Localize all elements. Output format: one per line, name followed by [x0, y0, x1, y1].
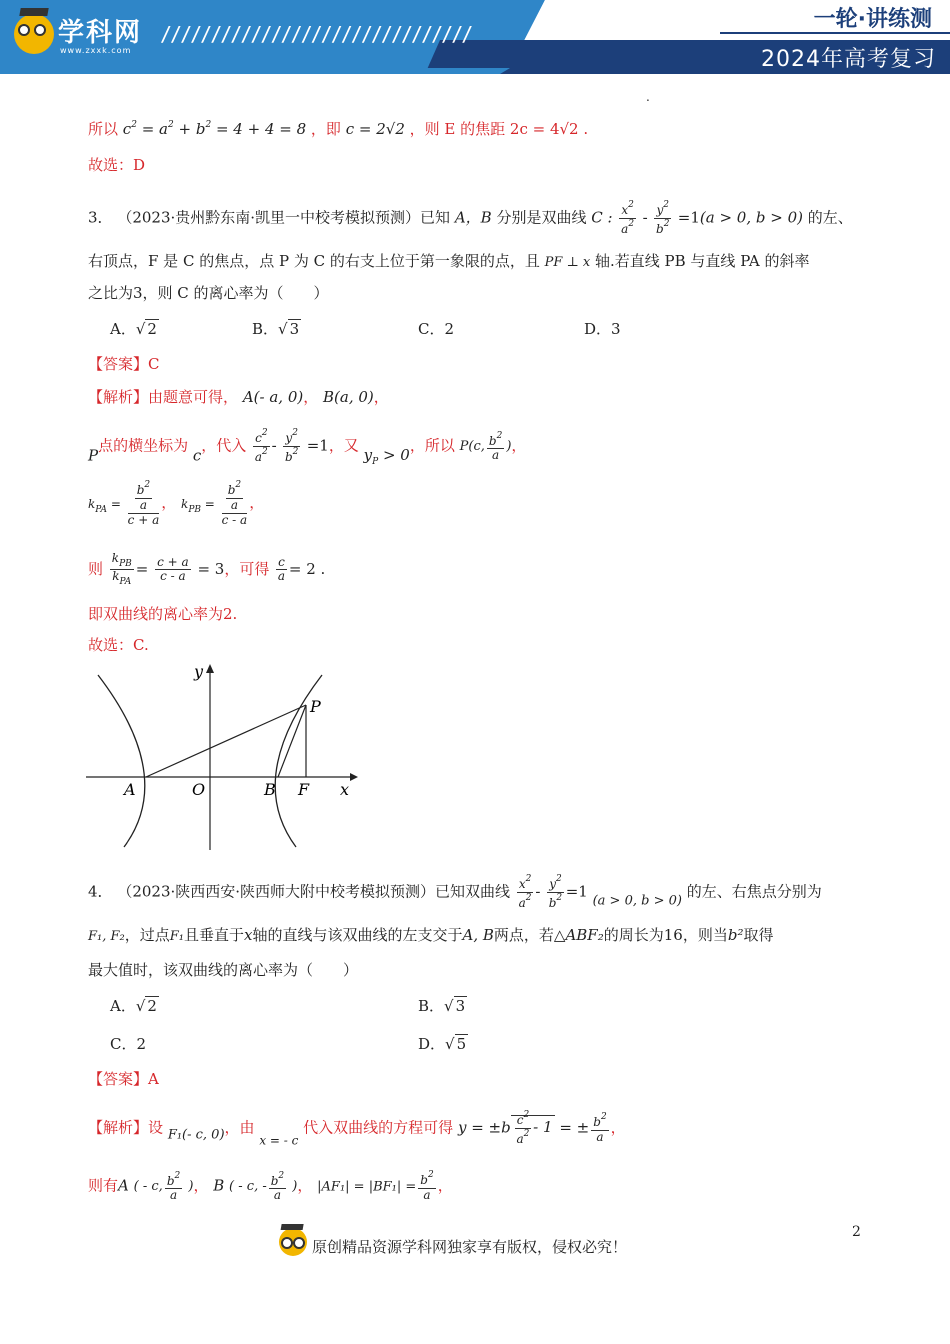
q4-sqrt-body: $\frac{c^2}{a^2}$ - 1 [511, 1115, 555, 1136]
q4-triangle: △ABF₂ [553, 926, 604, 944]
q4-option-b: B．√ 3 [418, 997, 466, 1015]
q4-b-coord: ( - c, - $\frac{b^2}{a}$ ) [229, 1170, 298, 1203]
q4-b-pt: B [213, 1176, 225, 1195]
q4-y-eq: y = ±b [457, 1118, 511, 1137]
q3-k-pb-frac: $\frac{\frac{b^2}{a}}{c - a}$ [221, 480, 248, 527]
q3-option-b: B．√ 3 [252, 320, 300, 338]
q2-focal: ，则 E 的焦距 2c = 4√2 . [409, 120, 589, 138]
q3-point-a: A(- a, 0) [242, 388, 304, 406]
q4-if: 两点，若 [493, 926, 554, 944]
option-value: 2 [136, 1035, 147, 1053]
y-axis-arrow [206, 664, 214, 673]
q3-y2-b2: $\frac{y^2}{b^2}$ [656, 200, 670, 236]
q4-x: x [244, 926, 253, 944]
comma: ， [373, 388, 389, 406]
q3-text1: 分别是双曲线 [496, 208, 587, 227]
q4-f1-coord: F₁(- c, 0) [167, 1127, 225, 1143]
header-slashes: /////////////////////////////// [160, 22, 472, 46]
q3-text1-end: 的左、 [807, 208, 853, 227]
q3-eq-lead: C : [591, 208, 613, 227]
q4-option-c [110, 1035, 146, 1053]
option-label: A． [110, 997, 136, 1015]
q4-af-frac: $\frac{b^2}{a}$ [420, 1170, 434, 1202]
hyperbola-left-branch [98, 675, 145, 847]
q4-a-coord: ( - c, $\frac{b^2}{a}$ ) [133, 1170, 194, 1203]
q3-analysis-line2: P点的横坐标为 c，代入 $\frac{c^2}{a^2}$ - $\frac{y^2}{b^2}$ =1，又 $y_P > 0$，所以 P(c, $\frac{b^2}{a}$ )， [88, 428, 527, 468]
q3-then: 则 [88, 559, 104, 578]
q4-take: 取得 [743, 926, 774, 944]
label-o: O [192, 780, 206, 799]
option-value: 2 [147, 997, 157, 1015]
q4-sub-in: 代入双曲线的方程可得 [303, 1118, 454, 1137]
q3-stem-line1: 3． （2023·贵州黔东南·凯里一中校考模拟预测）已知 A，B 分别是双曲线 C : $\frac{x^2}{a^2}$ - $\frac{y^2}{b^2}$ =1(a > 0, b > 0) 的左、 [88, 200, 853, 236]
p-coord-lead: P(c, [459, 439, 485, 455]
q3-k-pb: $k_{PB}$ = [181, 496, 215, 515]
series-subtitle: 2024年高考复习 [761, 47, 936, 72]
footer-mascot-icon [276, 1222, 310, 1258]
q4-number: 4． [88, 882, 113, 901]
q4-have: 则有 [88, 1176, 119, 1195]
q4-f1: F₁ [169, 929, 184, 944]
q4-af-eq: |AF₁| = |BF₁| = [317, 1179, 417, 1195]
q3-conclusion: 即双曲线的离心率为2. [88, 605, 238, 623]
q3-p-x: 点的横坐标为 [98, 436, 189, 455]
series-title: 一轮·讲练测 [813, 7, 932, 32]
q3-get: ，可得 [224, 559, 270, 578]
q3-again: ，又 [328, 436, 359, 455]
stray-dot: . [646, 90, 650, 104]
q3-stem-line2 [88, 252, 810, 271]
q4-when: ，则当 [682, 926, 728, 944]
analysis-tag: 【解析】 [88, 1118, 149, 1137]
option-label: D． [418, 1035, 446, 1053]
option-label: D． [584, 320, 612, 338]
option-value: 5 [456, 1035, 467, 1053]
q4-stem-line2 [88, 926, 773, 945]
q4-ab: A, B [462, 926, 494, 944]
q3-c-over-a: $\frac{c}{a}$ [277, 554, 286, 584]
x-axis-arrow [350, 773, 358, 781]
q4-neg-c2: - c, - [238, 1179, 267, 1195]
q4-x-eq: x = - c [259, 1133, 299, 1148]
q3-x2-a2: $\frac{x^2}{a^2}$ [621, 200, 635, 236]
option-value: 3 [611, 320, 621, 338]
q4-answer: 【答案】A [88, 1070, 159, 1088]
q3-option-c [418, 320, 454, 338]
q4-b2-a: $\frac{b^2}{a}$ [593, 1112, 607, 1144]
k-sub: PB [188, 504, 201, 515]
q3-slopes: $k_{PA}$ = $\frac{\frac{b^2}{a}}{c + a}$ ， $k_{PB}$ = $\frac{\frac{b^2}{a}}{c - a}$ ， [88, 480, 265, 527]
q3-substitute: ，代入 [201, 436, 247, 455]
q4-f1f2: F₁, F₂ [88, 929, 125, 944]
copyright-notice: 原创精品资源学科网独家享有版权，侵权必究！ [312, 1238, 628, 1256]
q3-source: （2023·贵州黔东南·凯里一中校考模拟预测）已知 [117, 208, 451, 227]
q3-number: 3． [88, 208, 113, 227]
q3-point-b: B(a, 0) [323, 388, 374, 406]
q3-k-pa: $k_{PA}$ = [88, 496, 121, 515]
grad-cap-icon [19, 8, 48, 16]
q3-pf: PF ⊥ x [544, 255, 591, 270]
q3-stem-line3: 之比为3，则 C 的离心率为（ ） [88, 284, 329, 302]
option-value: 3 [289, 320, 300, 338]
mascot-eye-icon [34, 24, 46, 36]
q3-k-pa-frac: $\frac{\frac{b^2}{a}}{c + a}$ [127, 480, 160, 527]
yp-gt: > 0 [382, 446, 410, 465]
option-label: C． [110, 1035, 137, 1053]
brand-name: 学科网 [58, 18, 143, 48]
q4-through: ，过点 [124, 926, 170, 944]
q3-p-coord: P(c, $\frac{b^2}{a}$ ) [459, 430, 512, 463]
q4-line-text: 轴的直线与该双曲线的左支交于 [252, 926, 463, 944]
comma: ， [511, 436, 527, 455]
q3-ratio-eq: = 3 [197, 559, 225, 578]
q3-option-a: A．√ 2 [110, 320, 157, 338]
q2-mid: ，即 [310, 120, 341, 138]
q4-cond: (a > 0, b > 0) [592, 893, 682, 909]
q2-c2-eq: $c^2 = a^2 + b^2 = 4 + 4 = 8$ [122, 120, 307, 138]
q4-a-pt: A [118, 1176, 129, 1195]
q3-k-ratio: $\frac{k_{PB}}{k_{PA}}$ [111, 551, 132, 588]
q3-cond: (a > 0, b > 0) [699, 208, 803, 227]
yp-y: y [363, 446, 373, 465]
k-sub: PA [95, 504, 108, 515]
q4-option-d: D．√ 5 [418, 1035, 467, 1053]
hyperbola-figure [80, 655, 370, 855]
q3-choice: 故选：C. [88, 636, 149, 654]
q3-answer: 【答案】C [88, 355, 160, 373]
label-f: F [298, 780, 310, 799]
q3-yp [363, 446, 410, 468]
q3-analysis-line1 [88, 388, 389, 406]
option-value: 2 [147, 320, 157, 338]
q2-focal-line [88, 120, 588, 138]
q3-ab: A，B [454, 208, 492, 227]
q3-ca-ratio: $\frac{c + a}{c - a}$ [157, 554, 189, 584]
comma: ， [303, 388, 319, 406]
q3-ratio-line: 则 $\frac{k_{PB}}{k_{PA}}$ = $\frac{c + a}{c - a}$ = 3，可得 $\frac{c}{a}$ = 2 . [88, 551, 326, 588]
option-value: 2 [444, 320, 455, 338]
q4-perim: 的周长为 [603, 926, 664, 944]
option-label: C． [418, 320, 445, 338]
q3-analysis1: 由题意可得， [148, 388, 239, 406]
q4-b2: b² [727, 926, 744, 944]
q3-eq-rhs: =1 [306, 436, 329, 455]
yp-sub: P [372, 457, 379, 468]
q4-source: （2023·陕西西安·陕西师大附中校考模拟预测）已知双曲线 [117, 882, 511, 901]
page-number: 2 [852, 1224, 861, 1240]
analysis-tag: 【解析】 [88, 388, 149, 406]
q3-p-label: P [88, 446, 99, 465]
q4-perp: 且垂直于 [183, 926, 244, 944]
label-y: y [194, 662, 204, 681]
q3-so: ，所以 [409, 436, 455, 455]
q4-stem-line1: 4． （2023·陕西西安·陕西师大附中校考模拟预测）已知双曲线 $\frac{x^2}{a^2}$ - $\frac{y^2}{b^2}$ =1 (a > 0, b > 0) 的左、右焦点分别为 [88, 874, 822, 910]
k: k [181, 496, 189, 511]
page-header [0, 0, 950, 78]
q4-option-a: A．√ 2 [110, 997, 157, 1015]
q4-analysis-line1: 【解析】设 F₁(- c, 0)，由 $_{x = - c}$ 代入双曲线的方程可得 y = ±b $\frac{c^2}{a^2}$ - 1 = ± $\frac{b^2}{a}$ ， [88, 1110, 626, 1148]
q4-y2-b2: $\frac{y^2}{b^2}$ [548, 874, 563, 910]
option-value: 3 [455, 997, 466, 1015]
q3-line2: 右顶点，F 是 C 的焦点，点 P 为 C 的右支上位于第一象限的点，且 [88, 252, 540, 270]
q4-text1-end: 的左、右焦点分别为 [686, 882, 822, 901]
q3-ca-eq: = 2 . [288, 559, 326, 578]
q4-sixteen: 16 [663, 926, 683, 944]
q2-so: 所以 [88, 120, 119, 138]
mascot-eye-icon [18, 24, 30, 36]
label-a: A [124, 780, 136, 799]
option-label: B． [252, 320, 279, 338]
k: k [88, 496, 96, 511]
q4-stem-line3: 最大值时，该双曲线的离心率为（ ） [88, 961, 359, 979]
q3-line2-end: 轴.若直线 PB 与直线 PA 的斜率 [595, 252, 810, 270]
brand-url: www.zxxk.com [60, 46, 132, 55]
q4-pm: = ± [559, 1118, 590, 1137]
q4-set: 设 [148, 1118, 164, 1137]
q2-c-value: c = 2√2 [345, 120, 405, 138]
q4-neg-c: - c, [142, 1179, 163, 1195]
q4-minus1: - 1 [533, 1118, 553, 1137]
option-label: B． [418, 997, 445, 1015]
q3-option-d [584, 320, 621, 338]
label-b: B [264, 780, 276, 799]
q3-c2-a2: $\frac{c^2}{a^2}$ [254, 428, 268, 464]
label-x: x [340, 780, 350, 799]
q4-x2-a2: $\frac{x^2}{a^2}$ [518, 874, 532, 910]
q3-y2-b2-sub: $\frac{y^2}{b^2}$ [284, 428, 299, 464]
q4-analysis-line2: 则有A ( - c, $\frac{b^2}{a}$ )， B ( - c, - $\frac{b^2}{a}$ )， |AF₁| = |BF₁| = $\frac{b^2}{a}$ ， [88, 1170, 453, 1203]
q4-by: ，由 [224, 1118, 255, 1137]
option-label: A． [110, 320, 136, 338]
q3-c-label: c [192, 446, 202, 465]
q2-choice: 故选：D [88, 156, 146, 174]
label-p: P [310, 697, 321, 716]
